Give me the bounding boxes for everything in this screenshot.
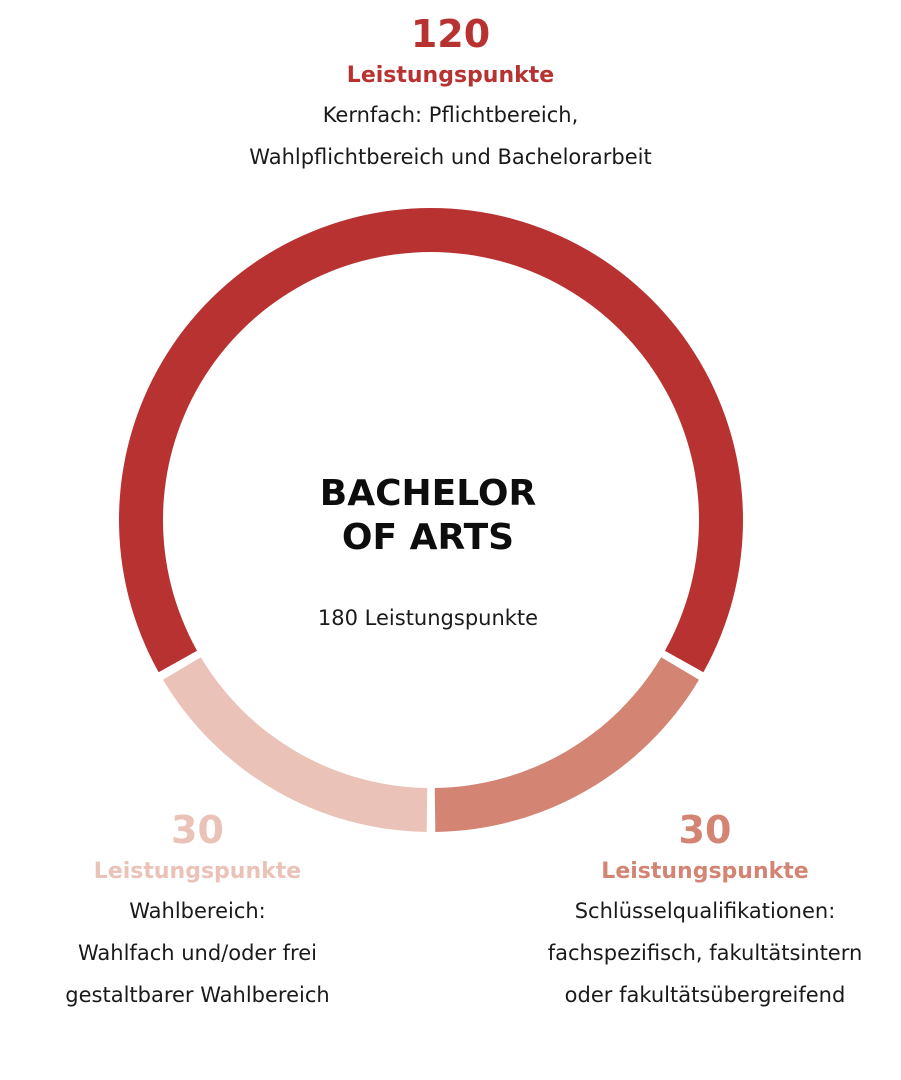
slice-value-wahlbereich: 30 xyxy=(171,808,224,852)
slice-unit-kernfach: Leistungspunkte xyxy=(346,63,555,88)
slice-unit-schluesselqualifikationen: Leistungspunkte xyxy=(601,859,809,884)
slice-value-schluesselqualifikationen: 30 xyxy=(678,808,732,852)
slice-desc-kernfach-line1: Kernfach: Pflichtbereich, xyxy=(322,103,579,127)
slice-desc-wahl-line2: Wahlfach und/oder frei xyxy=(78,941,317,965)
donut-slice-wahlbereich xyxy=(163,657,427,832)
donut-slice-schluesselqualifikationen xyxy=(435,657,699,832)
slice-desc-wahl-line3: gestaltbarer Wahlbereich xyxy=(65,983,330,1007)
center-title-line1: BACHELOR xyxy=(319,473,537,514)
slice-label-schluesselqualifikationen xyxy=(510,808,900,1016)
slice-value-kernfach: 120 xyxy=(410,12,491,56)
slice-desc-schluessel-line2: fachspezifisch, fakultätsintern xyxy=(547,941,863,965)
center-total-label: 180 Leistungspunkte xyxy=(317,606,539,630)
slice-desc-wahl-line1: Wahlbereich: xyxy=(129,899,266,923)
slice-desc-schluessel-line3: oder fakultätsübergreifend xyxy=(564,983,846,1007)
slice-desc-kernfach-line2: Wahlpflichtbereich und Bachelorarbeit xyxy=(249,145,652,169)
center-title-line2: OF ARTS xyxy=(341,517,515,558)
slice-unit-wahlbereich: Leistungspunkte xyxy=(93,859,302,884)
slice-desc-schluessel-line1: Schlüsselqualifikationen: xyxy=(574,899,836,923)
slice-label-wahlbereich xyxy=(20,808,375,1016)
donut-slice-kernfach xyxy=(119,208,743,672)
slice-label-kernfach xyxy=(150,12,751,178)
center-title xyxy=(250,472,606,560)
